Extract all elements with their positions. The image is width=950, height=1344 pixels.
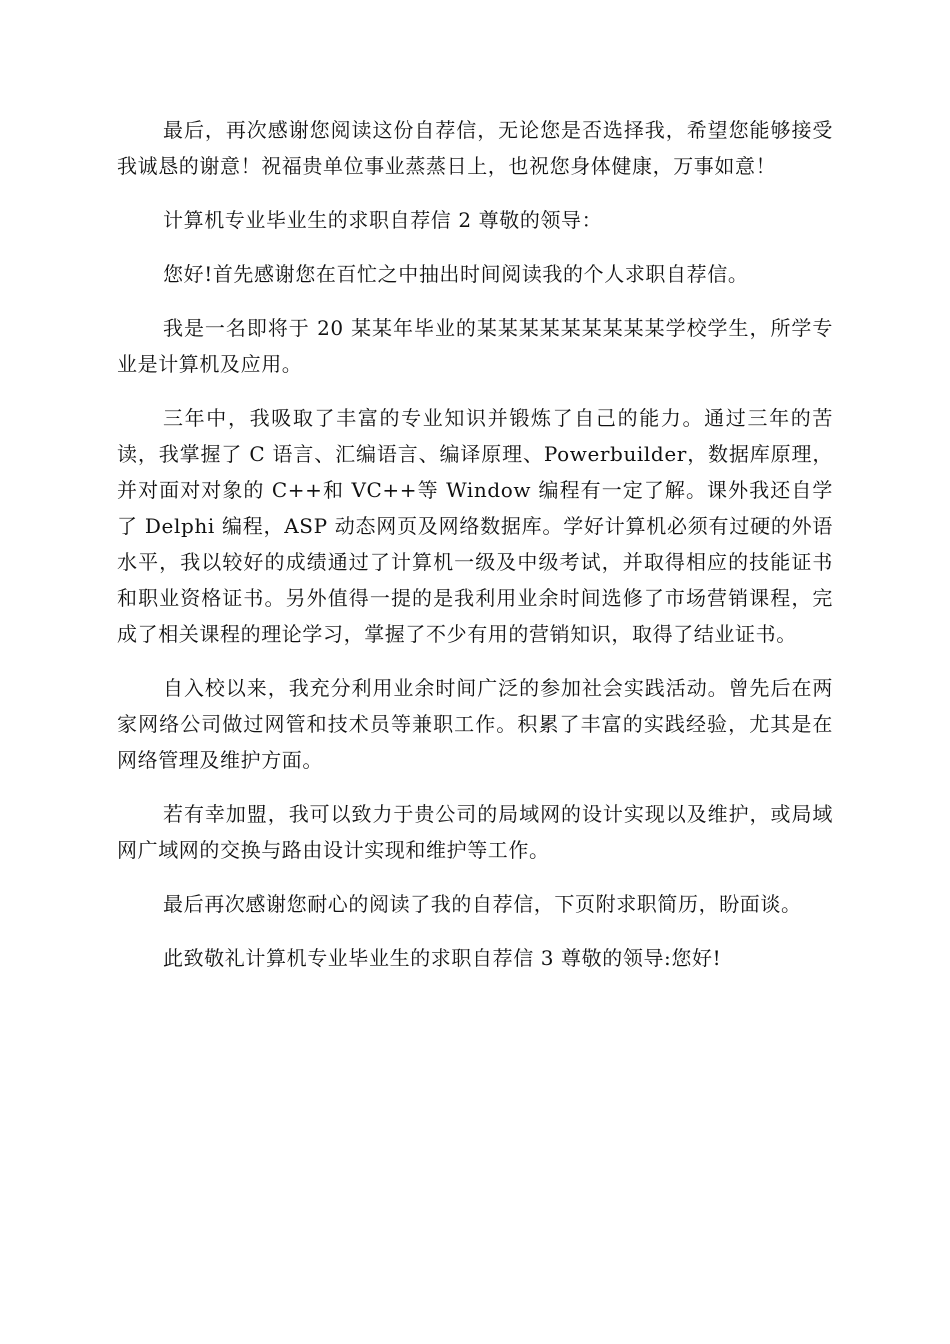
paragraph-greeting: 您好!首先感谢您在百忙之中抽出时间阅读我的个人求职自荐信。	[163, 262, 749, 286]
paragraph-practice: 自入校以来，我充分利用业余时间广泛的参加社会实践活动。曾先后在两家网络公司做过网管和技术员等兼职工作。积累了丰富的实践经验，尤其是在网络管理及维护方面。	[117, 676, 833, 772]
paragraph-final-thanks: 最后再次感谢您耐心的阅读了我的自荐信，下页附求职简历，盼面谈。	[163, 892, 802, 916]
document-page	[117, 112, 833, 994]
paragraph-skills: 三年中，我吸取了丰富的专业知识并锻炼了自己的能力。通过三年的苦读，我掌握了 C 语言、汇编语言、编译原理、Powerbuilder，数据库原理，并对面对对象的 C++和 VC++等 Window 编程有一定了解。课外我还自学了 Delphi 编程，ASP 动态网页及网络数据库。学好计算机必须有过硬的外语水平，我以较好的成绩通过了计算机一级及中级考试，并取得相应的技能证书和职业资格证书。另外值得一提的是我利用业余时间选修了市场营销课程，完成了相关课程的理论学习，掌握了不少有用的营销知识，取得了结业证书。	[117, 406, 833, 646]
paragraph-letter-2-heading: 计算机专业毕业生的求职自荐信 2 尊敬的领导：	[163, 208, 603, 232]
paragraph-introduction: 我是一名即将于 20 某某年毕业的某某某某某某某某某学校学生，所学专业是计算机及应用。	[117, 316, 833, 376]
paragraph-contribution: 若有幸加盟，我可以致力于贵公司的局域网的设计实现以及维护，或局域网广域网的交换与路由设计实现和维护等工作。	[117, 802, 833, 862]
paragraph-letter-3-heading: 此致敬礼计算机专业毕业生的求职自荐信 3 尊敬的领导:您好!	[163, 946, 722, 970]
paragraph-closing-thanks: 最后，再次感谢您阅读这份自荐信，无论您是否选择我，希望您能够接受我诚恳的谢意！祝福贵单位事业蒸蒸日上，也祝您身体健康，万事如意！	[117, 118, 833, 178]
